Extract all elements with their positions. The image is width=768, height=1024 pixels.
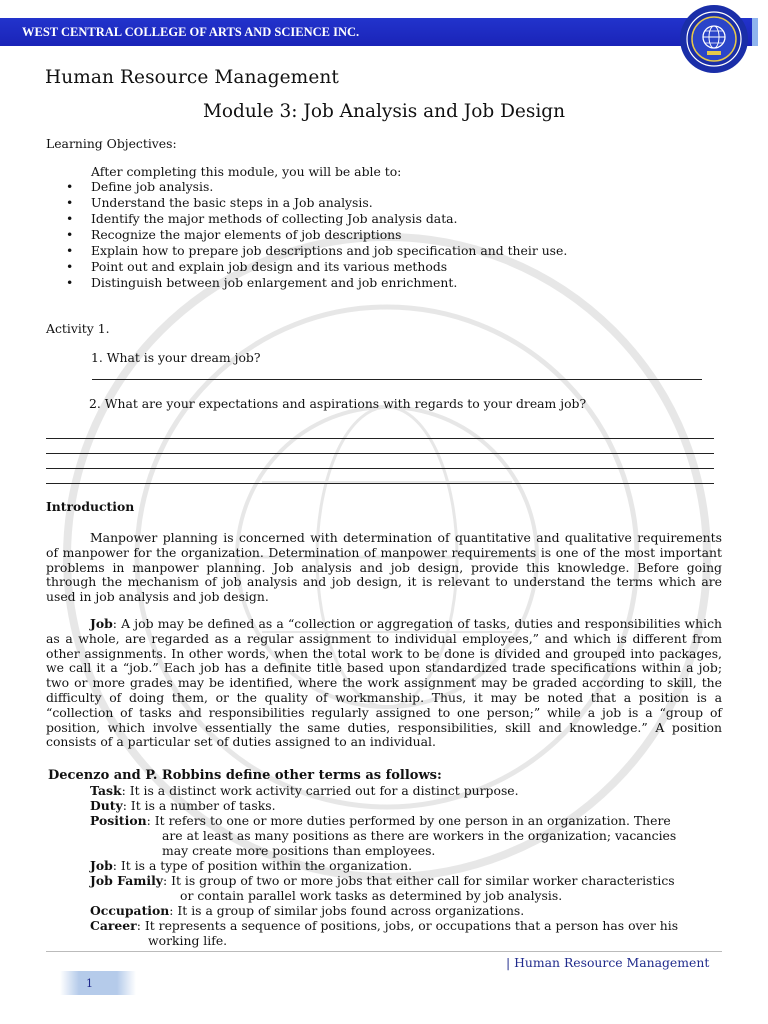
answer-line-5[interactable] xyxy=(46,483,714,484)
definition-occupation xyxy=(90,904,524,919)
list-item: • Distinguish between job enlargement and job enrichment. xyxy=(66,275,567,291)
footer-rule xyxy=(46,951,722,952)
page-number-tab xyxy=(60,971,136,995)
term-label: Position xyxy=(90,813,147,828)
definition-career-cont: working life. xyxy=(148,933,228,948)
header-banner xyxy=(0,18,758,46)
list-item: • Identify the major methods of collecting Job analysis data. xyxy=(66,211,567,227)
objectives-list xyxy=(66,179,567,291)
term-text: : It is group of two or more jobs that either call for similar worker characteristics xyxy=(162,873,675,888)
introduction-paragraph-2 xyxy=(46,617,722,750)
list-item: • Define job analysis. xyxy=(66,179,567,195)
introduction-paragraph-1: Manpower planning is concerned with determination of quantitative and qualitative requirements of manpower for the organization. Determination of manpower requirements is one of the most important problems in manpower planning. Job analysis and job design, provide this knowledge. Before going through the mechanism of job analysis and job design, it is relevant to understand the terms which are used in job analysis and job design. xyxy=(46,530,722,605)
list-item: • Explain how to prepare job descriptions and job specification and their use. xyxy=(66,243,567,259)
answer-line-4[interactable] xyxy=(46,468,714,469)
activity-heading: Activity 1. xyxy=(46,321,110,336)
list-item: • Recognize the major elements of job descriptions xyxy=(66,227,567,243)
definition-task xyxy=(90,784,519,799)
term-text: : It is a type of position within the organization. xyxy=(112,858,413,873)
list-item: • Point out and explain job design and its various methods xyxy=(66,259,567,275)
course-title: Human Resource Management xyxy=(45,67,339,88)
definition-duty xyxy=(90,799,276,814)
page-number: 1 xyxy=(86,977,93,990)
definition-position-cont-2: may create more positions than employees. xyxy=(162,843,436,858)
term-text: : It is a number of tasks. xyxy=(122,798,276,813)
module-title: Module 3: Job Analysis and Job Design xyxy=(202,101,566,122)
list-item: • Understand the basic steps in a Job analysis. xyxy=(66,195,567,211)
answer-line-2[interactable] xyxy=(46,438,714,439)
definition-job xyxy=(90,859,412,874)
college-name: WEST CENTRAL COLLEGE OF ARTS AND SCIENCE INC. xyxy=(22,25,360,39)
definition-job-family-cont: or contain parallel work tasks as determined by job analysis. xyxy=(180,888,563,903)
activity-question-1: 1. What is your dream job? xyxy=(91,350,261,365)
term-label: Occupation xyxy=(90,903,170,918)
objectives-heading: Learning Objectives: xyxy=(46,136,177,151)
term-text: : It is a distinct work activity carried out for a distinct purpose. xyxy=(121,783,519,798)
definition-career xyxy=(90,919,678,934)
college-seal-icon xyxy=(679,4,749,74)
term-label: Duty xyxy=(90,798,123,813)
term-text: : It refers to one or more duties performed by one person in an organization. There xyxy=(146,813,671,828)
definition-position xyxy=(90,814,671,829)
job-term: Job xyxy=(90,616,113,631)
term-text: : It represents a sequence of positions, jobs, or occupations that a person has over his xyxy=(136,918,679,933)
job-definition: : A job may be defined as a “collection or aggregation of tasks, duties and responsibilities which as a whole, are regarded as a regular assignment to individual employees,” and which is different from other assignments. In other words, when the total work to be done is divided and grouped into packages, we call it a “job.” Each job has a definite title based upon standardized trade specifications within a job; two or more grades may be identified, where the work assignment may be graded according to skill, the difficulty of doing them, or the quality of workmanship. Thus, it may be noted that a position is a “collection of tasks and responsibilities regularly assigned to one person;” while a job is a “group of position, which involve essentially the same duties, responsibilities, skill and knowledge.” A position consists of a particular set of duties assigned to an individual. xyxy=(46,616,722,750)
objectives-intro: After completing this module, you will be able to: xyxy=(91,164,402,179)
introduction-heading: Introduction xyxy=(46,499,135,514)
definition-job-family xyxy=(90,874,675,889)
definition-position-cont-1: are at least as many positions as there are workers in the organization; vacancies xyxy=(162,828,677,843)
answer-line-1[interactable] xyxy=(92,379,702,380)
term-label: Task xyxy=(90,783,122,798)
activity-question-2: 2. What are your expectations and aspirations with regards to your dream job? xyxy=(89,396,587,411)
answer-line-3[interactable] xyxy=(46,453,714,454)
term-text: : It is a group of similar jobs found across organizations. xyxy=(169,903,525,918)
term-label: Job xyxy=(90,858,113,873)
term-label: Job Family xyxy=(90,873,163,888)
footer-course-name: | Human Resource Management xyxy=(506,955,710,970)
term-label: Career xyxy=(90,918,137,933)
definitions-heading: Decenzo and P. Robbins define other terms as follows: xyxy=(48,768,442,783)
